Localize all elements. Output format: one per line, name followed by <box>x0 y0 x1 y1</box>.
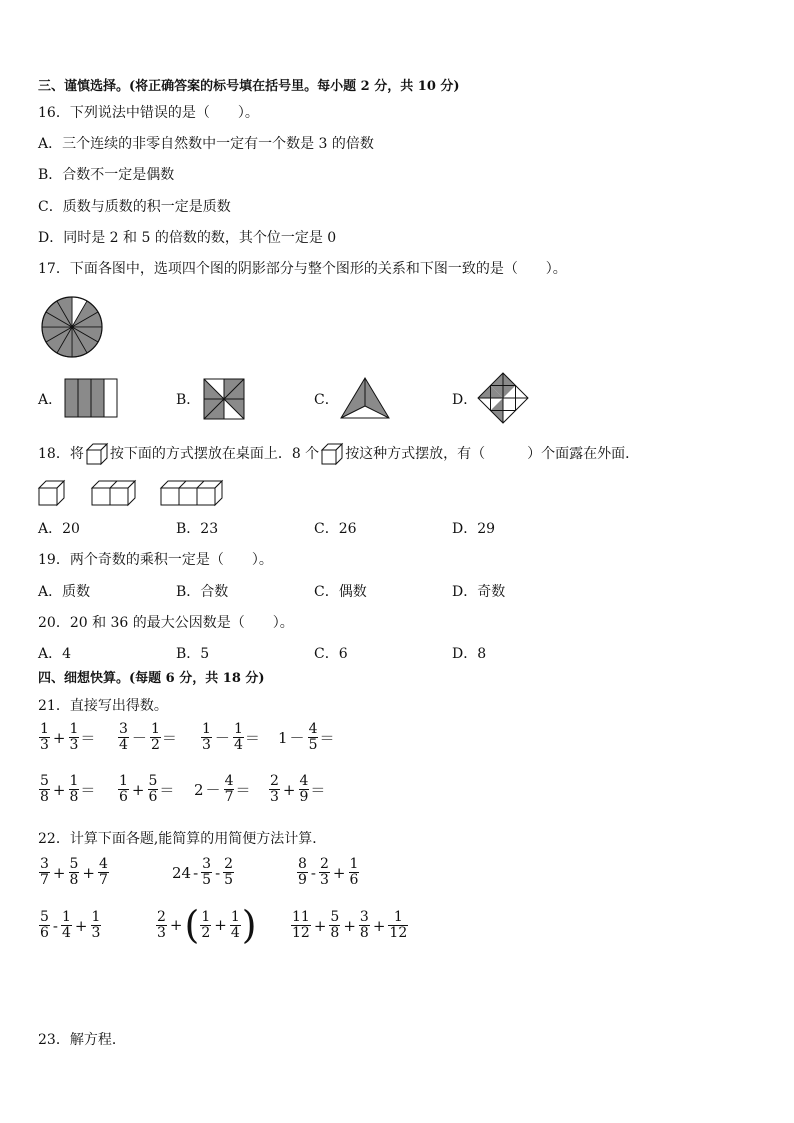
option-a-rectangle-figure <box>64 378 118 418</box>
cube-icon <box>86 443 108 465</box>
cube-icon <box>321 443 343 465</box>
option-c-triangle-figure <box>340 376 390 420</box>
one-cube-arrangement <box>38 480 66 506</box>
question-18-stem <box>38 443 639 465</box>
question-21-stem: 21．直接写出得数。 <box>38 698 168 714</box>
section-3-heading: 三、谨慎选择。(将正确答案的标号填在括号里。每小题 2 分，共 10 分) <box>38 79 460 94</box>
question-20-stem: 20．20 和 36 的最大公因数是（ ）。 <box>38 615 294 631</box>
q22-expression: 8 9 - 2 3 + $\frac{1}{6}$ <box>298 856 359 888</box>
question-23-stem: 23．解方程． <box>38 1032 126 1048</box>
q21-expression: 1 3 － 1 4 ＝ <box>202 721 260 753</box>
option-d-diamond-figure <box>477 372 529 424</box>
q18-text-part3: 按这种方式摆放，有（ ）个面露在外面． <box>345 446 640 462</box>
q16-option-a: A．三个连续的非零自然数中一定有一个数是 3 的倍数 <box>38 136 374 152</box>
q17-label-a: A． <box>38 392 63 408</box>
q18-option-a: A．20 <box>38 521 80 537</box>
q21-expression: 3 4 － 1 2 ＝ <box>119 721 177 753</box>
q18-option-b: B．23 <box>176 521 219 537</box>
q17-label-d: D． <box>452 392 478 408</box>
q21-expression: 2 3 + $\frac{4}{9}$ ＝ <box>270 773 326 805</box>
q18-option-c: C．26 <box>314 521 357 537</box>
q19-option-d: D．奇数 <box>452 584 506 600</box>
reference-circle-figure <box>40 295 104 359</box>
q19-option-a: A．质数 <box>38 584 91 600</box>
section-4-heading: 四、细想快算。(每题 6 分，共 18 分) <box>38 671 265 686</box>
q20-option-a: A．4 <box>38 646 72 662</box>
q21-expression: 1 － 4 5 ＝ <box>278 721 335 753</box>
q17-label-c: C． <box>314 392 339 408</box>
q16-option-b: B．合数不一定是偶数 <box>38 167 175 183</box>
q17-label-b: B． <box>176 392 201 408</box>
q22-expression: 2 3 + ( 1 2 + $\frac{1}{4}$ ) <box>157 903 257 947</box>
q22-expression: 3 7 + $\frac{5}{8}$ + $\frac{4}{7}$ <box>40 856 108 888</box>
three-cube-arrangement <box>160 480 224 506</box>
two-cube-arrangement <box>91 480 137 506</box>
q16-option-c: C．质数与质数的积一定是质数 <box>38 199 231 215</box>
option-b-square-figure <box>203 378 245 420</box>
q21-expression: 1 6 + $\frac{5}{6}$ ＝ <box>119 773 175 805</box>
q18-text-part2: 按下面的方式摆放在桌面上．8 个 <box>109 446 320 462</box>
q21-expression: 1 3 + $\frac{1}{3}$ ＝ <box>40 721 96 753</box>
q21-expression: 5 8 + $\frac{1}{8}$ ＝ <box>40 773 96 805</box>
q20-option-b: B．5 <box>176 646 210 662</box>
q18-option-d: D．29 <box>452 521 496 537</box>
q22-expression: 24 - 3 5 - 2 5 <box>172 856 234 888</box>
q22-expression: 5 6 - 1 4 + $\frac{1}{3}$ <box>40 909 101 941</box>
question-17-stem: 17．下面各图中，选项四个图的阴影部分与整个图形的关系和下图一致的是（ ）。 <box>38 261 567 277</box>
q21-expression: 2 － 4 7 ＝ <box>194 773 251 805</box>
q19-option-c: C．偶数 <box>314 584 367 600</box>
q16-option-d: D．同时是 2 和 5 的倍数的数，其个位一定是 0 <box>38 230 337 246</box>
q22-expression: 11 12 + $\frac{5}{8}$ + $\frac{3}{8}$ + $\frac{1}{12}$ <box>292 909 408 941</box>
question-22-stem: 22．计算下面各题,能简算的用简便方法计算． <box>38 831 327 847</box>
q19-option-b: B．合数 <box>176 584 229 600</box>
question-19-stem: 19．两个奇数的乘积一定是（ ）。 <box>38 552 273 568</box>
question-16-stem: 16．下列说法中错误的是（ ）。 <box>38 105 259 121</box>
q20-option-c: C．6 <box>314 646 348 662</box>
q18-text-part1: 18．将 <box>38 446 84 462</box>
q20-option-d: D．8 <box>452 646 487 662</box>
